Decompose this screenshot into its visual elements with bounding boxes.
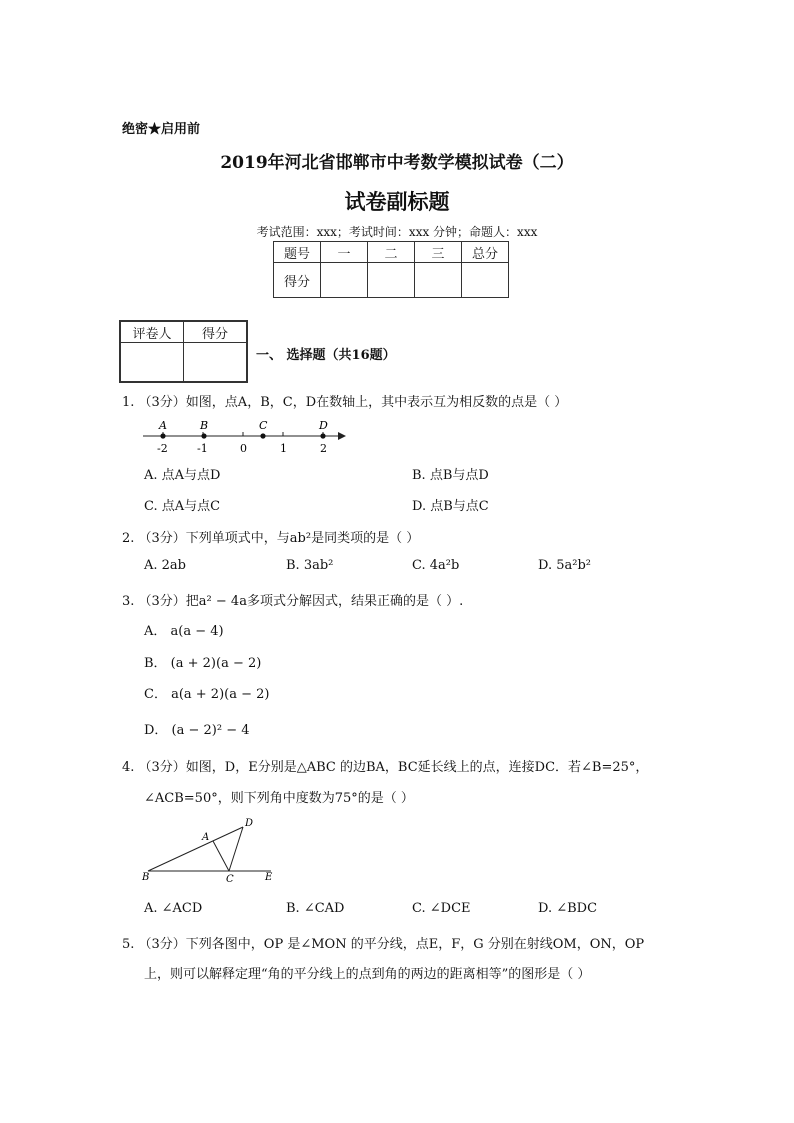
vertex-label: D [245, 818, 254, 829]
score-cell [321, 263, 368, 298]
score-row-label: 得分 [274, 263, 321, 298]
question-4-text-line1: 4. （3分）如图，D，E分别是△ABC 的边BA，BC延长线上的点，连接DC．若∠B=25°， [122, 760, 649, 775]
score-table [273, 241, 509, 298]
tick-label: -1 [197, 442, 208, 455]
section-heading: 一、 选择题（共16题） [256, 348, 396, 363]
vertex-label: A [202, 832, 210, 843]
vertex-label: E [265, 872, 273, 883]
score-cell [368, 263, 415, 298]
question-2-text: 2. （3分）下列单项式中，与ab²是同类项的是（ ） [122, 531, 420, 546]
grader-cell [120, 343, 184, 383]
question-5-text-line2: 上，则可以解释定理“角的平分线上的点到角的两边的距离相等”的图形是（ ） [144, 967, 591, 982]
question-4-option-c: C. ∠DCE [412, 901, 471, 916]
score-header-cell: 总分 [462, 242, 509, 263]
question-2-option-d: D. 5a²b² [538, 558, 591, 573]
grader-header-cell: 评卷人 [120, 321, 184, 343]
vertex-label: C [226, 874, 234, 884]
tick-label: -2 [157, 442, 168, 455]
question-1-option-a: A. 点A与点D [144, 468, 221, 483]
question-1-option-c: C. 点A与点C [144, 499, 221, 514]
point-label: C [259, 419, 268, 432]
segment-dc [229, 827, 243, 871]
question-4-option-b: B. ∠CAD [286, 901, 345, 916]
question-1-text: 1. （3分）如图，点A，B，C，D在数轴上，其中表示互为相反数的点是（ ） [122, 395, 568, 410]
point-a-dot [160, 433, 165, 438]
question-5-text-line1: 5. （3分）下列各图中，OP 是∠MON 的平分线，点E，F，G 分别在射线OM，ON，OP [122, 937, 645, 952]
question-3-option-a: A． a(a − 4) [144, 624, 224, 639]
point-label: A [159, 419, 167, 432]
score-header-cell: 二 [368, 242, 415, 263]
score-cell [462, 263, 509, 298]
score-header-cell: 三 [415, 242, 462, 263]
question-4-text-line2: ∠ACB=50°，则下列角中度数为75°的是（ ） [144, 791, 414, 806]
grader-table [119, 320, 248, 383]
number-line-figure [138, 417, 353, 457]
point-b-dot [201, 433, 206, 438]
point-label: B [200, 419, 209, 432]
confidential-mark: 绝密★启用前 [122, 122, 201, 137]
exam-subtitle: 试卷副标题 [344, 189, 450, 214]
segment-bd [148, 827, 243, 871]
tick-label: 0 [240, 442, 247, 455]
triangle-figure [140, 812, 280, 884]
arrow-icon [338, 432, 346, 440]
point-d-dot [320, 433, 325, 438]
segment-ac [213, 841, 229, 871]
question-3-option-d: D． (a − 2)² − 4 [144, 723, 250, 738]
question-4-option-d: D. ∠BDC [538, 901, 598, 916]
question-2-option-b: B. 3ab² [286, 558, 334, 573]
tick-label: 2 [320, 442, 327, 455]
score-header-cell: 题号 [274, 242, 321, 263]
question-3-option-b: B． (a + 2)(a − 2) [144, 656, 262, 671]
grader-header-cell: 得分 [184, 321, 248, 343]
score-header-cell: 一 [321, 242, 368, 263]
point-c-dot [260, 433, 265, 438]
question-1-option-d: D. 点B与点C [412, 499, 489, 514]
point-label: D [319, 419, 328, 432]
exam-info: 考试范围：xxx；考试时间：xxx 分钟；命题人：xxx [256, 225, 538, 239]
question-3-option-c: C． a(a + 2)(a − 2) [144, 687, 270, 702]
tick-label: 1 [280, 442, 287, 455]
question-2-option-c: C. 4a²b [412, 558, 460, 573]
question-1-option-b: B. 点B与点D [412, 468, 489, 483]
exam-title: 2019年河北省邯郸市中考数学模拟试卷（二） [220, 153, 574, 173]
vertex-label: B [142, 872, 150, 883]
question-3-text: 3. （3分）把a² − 4a多项式分解因式，结果正确的是（ ）. [122, 594, 464, 609]
score-cell [415, 263, 462, 298]
question-4-option-a: A. ∠ACD [144, 901, 203, 916]
grader-cell [184, 343, 248, 383]
question-2-option-a: A. 2ab [144, 558, 186, 573]
